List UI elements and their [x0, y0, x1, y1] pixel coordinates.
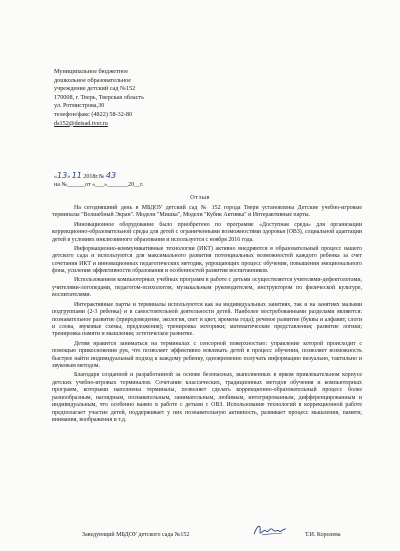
letterhead-line-3: учреждение детский сад №152 [54, 85, 136, 93]
date-year: 2018г.№ [81, 174, 106, 180]
paragraph-5: Интерактивные парты и терминалы используются как на индивидуальных занятиях, так и на занятиях малыми подгруппами (2-3 ребенка) и в самостоятельной деятельности детей. Наиболее востребованными разделами являются: познавательное развитие (природоведение, экология, свет и цвет, времена года); речевое развитие (буквы и алфавит, слоги и слова, звуковые схемы, предложения); тренировка моторики; математические представления; развитие логики; тренировка памяти и мышления; эстетическое развитие. [52, 301, 362, 338]
outgoing-number: 43 [105, 171, 117, 180]
outgoing-date-line [54, 171, 116, 180]
paragraph-2: Инновационное оборудование было приобретено по программе «Доступная среда» для организации коррекционно-образовательной среды для детей с ограниченными возможностями здоровья (ОВЗ), социальной адаптации детей в условиях инклюзивного образования и используется с ноября 2016 года. [52, 221, 362, 243]
letterhead [54, 68, 204, 128]
letterhead-street: ул. Ротмистрова,30 [54, 102, 105, 110]
handwritten-signature [252, 522, 288, 538]
date-quote-open: « [54, 174, 57, 180]
date-day: 13 [57, 171, 68, 180]
document-title: Отзыв [190, 194, 210, 201]
reference-line: на №______от «___»_______20__г. [54, 182, 144, 188]
letterhead-line-1: Муниципальное бюджетное [54, 68, 128, 75]
letterhead-phone: телефон/факс (4822) 58-32-80 [54, 110, 133, 118]
paragraph-4: Использованием компьютерных учебных программ в работе с детьми осуществляется учителями-дефектологами, учителями-логопедами, педагогом-психологом, музыкальным руководителем, инструктором по физической культуре, воспитателями. [52, 277, 362, 299]
date-quote-close: » [67, 174, 72, 180]
date-month: 11 [71, 171, 82, 180]
signatory-role: Заведующий МБДОУ детского сада №152 [82, 532, 190, 538]
letterhead-line-2: дошкольное образовательное [54, 76, 131, 84]
document-body [52, 205, 362, 426]
paragraph-1: На сегодняшний день в МБДОУ детский сад № 152 города Твери установлены Детские учебно-игровые терминалы "Волшебный Экран". Модели "Мишка", Модели "Кубик Активка" и Интерактивные парты. [52, 205, 362, 219]
paragraph-3: Информационно-коммуникативные технологии (ИКТ) активно внедряются в образовательный процесс нашего детского сада и используются для максимального развития потенциальных возможностей каждого ребенка за счет сочетания ИКТ и инновационных педагогических методик, упрощающих процесс обучения, повышения эмоционального фона, усиления эффективности образования и особенностей развития воспитанников. [52, 245, 362, 275]
paragraph-7: Благодаря созданной и разработанной за основе безопасных, выполненных в ярком привлекательном корпусе детских учебно-игровых терминалов. Сочетание классических, традиционных методов обучения и компьютерных программ, которыми наполнены терминалы, позволяет сделать коррекционно-образовательный процесс более разнообразным, наглядным, познавательным, занимательным, любимым, интегрированным, дифференцированным и индивидуальным, что особенно важно в работе с детьми с ОВЗ. Использование технологий в коррекционной работе предполагает участие детей, поддерживает у них познавательную активность, развивает процесс мышления, памяти, внимания, воображения и т.д. [52, 372, 362, 424]
paragraph-6: Детям нравится заниматься на терминалах с сенсорной поверхностью: управление которой происходит с помощью прикосновения рук, что позволяет эффективно вовлекать детей в процесс обучения, позволяет возможность быстрее найти индивидуальный подход к каждому ребенку, одновременно получать информацию визуально, тактильно и звуковым методом. [52, 340, 362, 370]
letterhead-email: ds152@detsad.tver.ru [54, 119, 108, 127]
signatory-name: Т.И. Королева [305, 532, 341, 538]
letterhead-address: 170008, г. Тверь, Тверская область [54, 93, 144, 101]
